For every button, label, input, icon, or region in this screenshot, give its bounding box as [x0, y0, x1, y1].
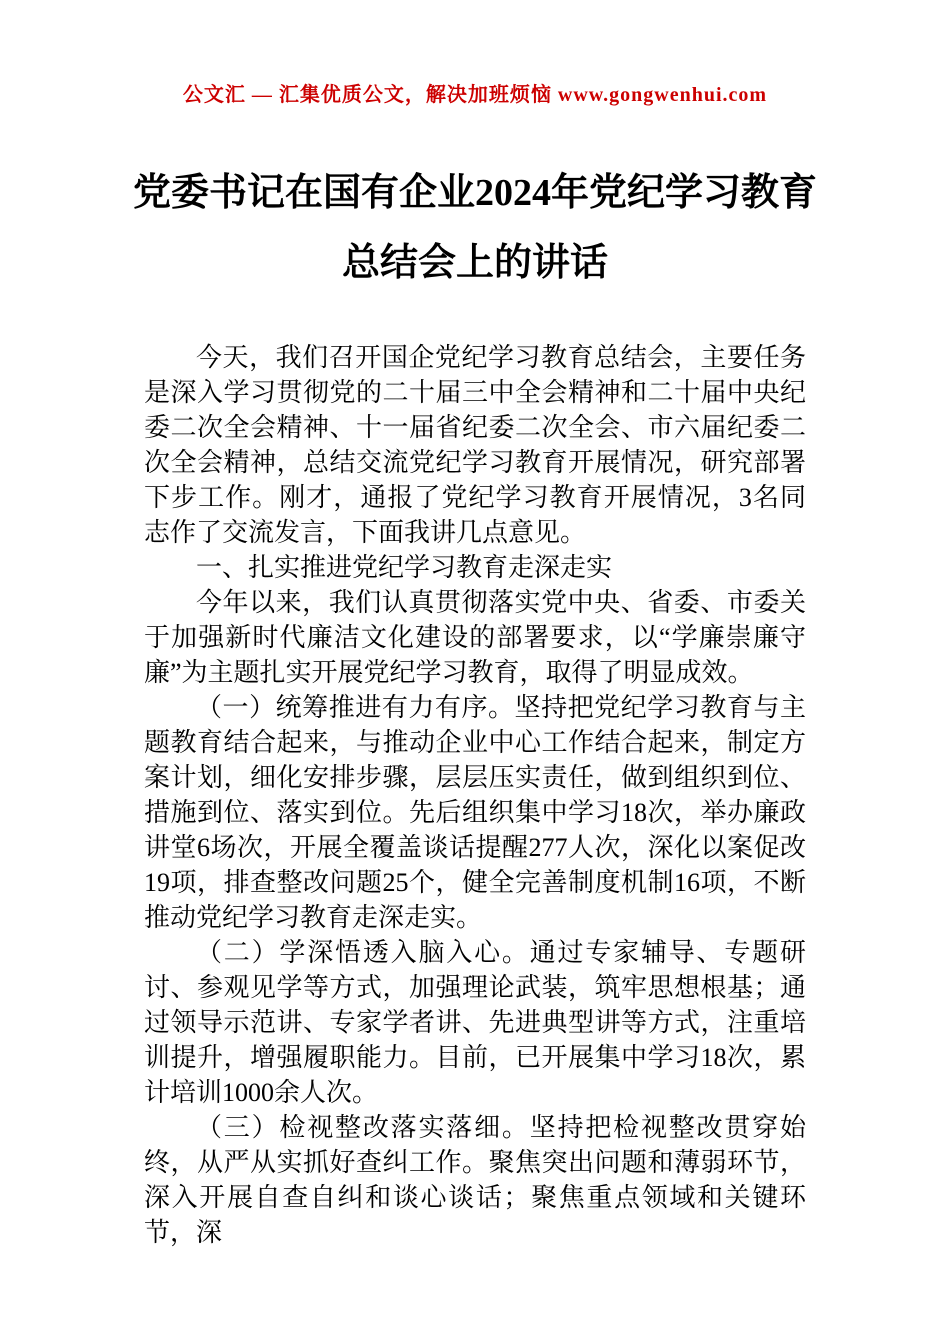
document-title: [110, 158, 840, 298]
paragraph-intro: 今天，我们召开国企党纪学习教育总结会，主要任务是深入学习贯彻党的二十届三中全会精神和二十届中央纪委二次全会精神、十一届省纪委二次全会、市六届纪委二次全会精神，总结交流党纪学习教育开展情况，研究部署下步工作。刚才，通报了党纪学习教育开展情况，3名同志作了交流发言，下面我讲几点意见。: [144, 343, 806, 547]
document-title-line-1: 党委书记在国有企业2024年党纪学习教育: [132, 172, 817, 214]
paragraph-point-2: （二）学深悟透入脑入心。通过专家辅导、专题研讨、参观见学等方式，加强理论武装，筑牢思想根基；通过领导示范讲、专家学者讲、先进典型讲等方式，注重培训提升，增强履职能力。目前，已开展集中学习18次，累计培训1000余人次。: [144, 938, 806, 1107]
promo-text: 公文汇 — 汇集优质公文，解决加班烦恼 www.gongwenhui.com: [182, 84, 768, 106]
document-body: [144, 340, 806, 1250]
site-promo-header: [0, 0, 950, 108]
document-title-line-2: 总结会上的讲话: [341, 242, 608, 284]
paragraph-point-1: （一）统筹推进有力有序。坚持把党纪学习教育与主题教育结合起来，与推动企业中心工作结合起来，制定方案计划，细化安排步骤，层层压实责任，做到组织到位、措施到位、落实到位。先后组织集中学习18次，举办廉政讲堂6场次，开展全覆盖谈话提醒277人次，深化以案促改19项，排查整改问题25个，健全完善制度机制16项，不断推动党纪学习教育走深走实。: [144, 693, 806, 932]
paragraph-overview: 今年以来，我们认真贯彻落实党中央、省委、市委关于加强新时代廉洁文化建设的部署要求，以“学廉崇廉守廉”为主题扎实开展党纪学习教育，取得了明显成效。: [144, 588, 806, 687]
section-heading-1: 一、扎实推进党纪学习教育走深走实: [196, 553, 613, 582]
paragraph-point-3: （三）检视整改落实落细。坚持把检视整改贯穿始终，从严从实抓好查纠工作。聚焦突出问题和薄弱环节，深入开展自查自纠和谈心谈话；聚焦重点领域和关键环节，深: [144, 1113, 806, 1247]
